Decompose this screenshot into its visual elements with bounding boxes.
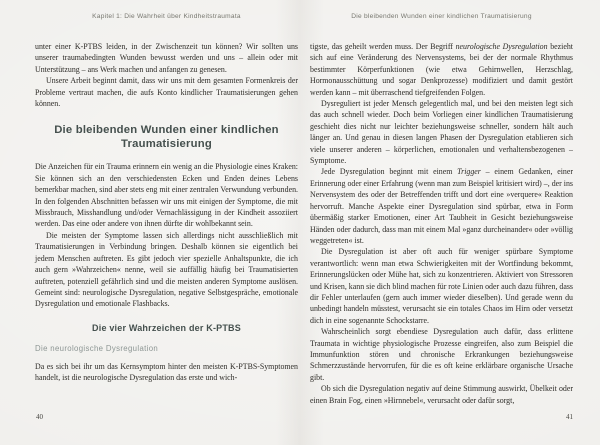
page-number-left: 40 <box>36 413 43 421</box>
page-number-right: 41 <box>566 413 573 421</box>
subsection-heading: Die vier Wahrzeichen der K-PTBS <box>92 322 241 333</box>
body-paragraph <box>310 326 573 383</box>
text-run: Dysreguliert ist jeder Mensch gelegentlich mal, und bei den meisten legt sich das auch schnell wieder. Doch beim Vorliegen einer kindlichen Traumatisierung geschieht dies nicht nur leichter beziehungsweise schneller, sondern hält auch länger an. Und genau in diesen langen Phasen der Dysregulation etablieren sich viele unserer anderen – körperlichen, emotionalen und verhaltensbezogenen – Symptome. <box>310 99 573 166</box>
body-paragraph <box>35 161 298 229</box>
body-paragraph <box>310 98 573 166</box>
running-head-left: Kapitel 1: Die Wahrheit über Kindheitstraumata <box>92 13 241 20</box>
body-paragraph <box>35 230 298 310</box>
body-paragraph <box>35 75 298 109</box>
text-run: unter einer K-PTBS leiden, in der Zwischenzeit tun können? Wir sollten uns unserer traumabedingten Wunden bewusst werden und uns – allein oder mit Unterstützung – ans Werk machen und anfangen zu genesen. <box>35 42 298 74</box>
body-paragraph <box>310 383 573 406</box>
right-page <box>300 0 600 445</box>
text-run: Wahrscheinlich sorgt ebendiese Dysregulation auch dafür, dass erlittene Traumata in wichtige physiologische Prozesse eingreifen, also zum Beispiel die Immunfunktion stören und chronische Erkrankungen beziehungsweise Schmerzzustände hervorrufen, für die es oft keine erklärbare organische Ursache gibt. <box>310 327 573 382</box>
text-run: Da es sich bei ihr um das Kernsymptom hinter den meisten K-PTBS-Symptomen handelt, ist die neurologische Dysregulation das erste und wich- <box>35 361 298 383</box>
text-run: – einem Gedanken, einer Erinnerung oder einer Erfahrung (wenn man zum Beispiel kritisiert wird) –, der ins Nervensystem des oder der Betreffenden trifft und dort eine »verquere« Reaktion hervorruft. Manche Aspekte einer Dysregulation sind spürbar, etwa in Form übermäßig starker Emotionen, einer Art Taubheit in Gesicht beziehungsweise Händen oder dadurch, dass man mit einem Mal »ganz durcheinander« oder »völlig weggetreten« ist. <box>310 167 573 245</box>
running-head-right: Die bleibenden Wunden einer kindlichen Traumatisierung <box>351 13 532 20</box>
body-paragraph <box>35 361 298 384</box>
text-run: Ob sich die Dysregulation negativ auf deine Stimmung auswirkt, Übelkeit oder einen Brain Fog, einen »Hirnnebel«, verursacht oder dafür sorgt, <box>310 384 573 405</box>
body-paragraph <box>310 41 573 98</box>
text-run: Die Anzeichen für ein Trauma erinnern ein wenig an die Physiologie eines Kraken: Sie können sich an den verschiedensten Ecken und Enden deines Lebens bemerkbar machen, sind aber stets eng mit einer zentralen Verwundung verbunden. In den folgenden Abschnitten befassen wir uns mit einigen der Symptome, die mit Missbrauch, Misshandlung und/oder Vernachlässigung in der Kindheit assoziiert werden. Das eine oder andere von ihnen dürfte dir wohlbekannt sein. <box>35 162 298 229</box>
section-heading: Die bleibenden Wunden einer kindlichen Traumatisierung <box>54 124 279 151</box>
body-paragraph <box>310 166 573 246</box>
text-run: Unsere Arbeit beginnt damit, dass wir uns mit dem gesamten Formenkreis der Probleme vertraut machen, die aufs Konto kindlicher Traumatisierungen gehen können. <box>35 76 298 109</box>
body-paragraph <box>310 246 573 326</box>
text-run: Die Dysregulation ist aber oft auch für weniger spürbare Symptome verantwortlich: wenn man etwa Schwierigkeiten mit der Wortfindung bekommt, Erinnerungslücken oder Mühe hat, sich zu konzentrieren. Aktiviert von Stressoren und Krisen, kann sie dich blind machen für rote Linien oder auch dazu führen, dass dir Fehler unterlaufen (gern auch immer wieder dieselben). Und gerade wenn du unbedingt handeln müsstest, verursacht sie ein totales Chaos im Hirn oder versetzt dich in eine sogenannte Schockstarre. <box>310 247 573 325</box>
text-run: Die meisten der Symptome lassen sich allerdings nicht ausschließlich mit Traumatisierungen in Verbindung bringen. Deshalb können sie eigentlich bei jedem Menschen auftreten. Es gibt jedoch vier spezielle Anhaltspunkte, die ich auch gern »Wahrzeichen« nenne, weil sie auffällig häufig bei Traumatisierten auftreten, potenziell gefährlich sind und die meisten anderen Symptome auslösen. Gemeint sind: neurologische Dysregulation, negative Selbstgespräche, emotionale Dysregulation und emotionale Flashbacks. <box>35 230 298 309</box>
page-body-left <box>35 41 298 384</box>
page-body-right <box>310 41 573 406</box>
text-run: tigste, das geheilt werden muss. Der Begriff <box>310 42 456 51</box>
paragraph-subheading: Die neurologische Dysregulation <box>35 343 159 353</box>
text-run: Jede Dysregulation beginnt mit einem <box>321 167 458 177</box>
italic-term: Trigger <box>457 167 481 177</box>
body-paragraph <box>35 41 298 75</box>
italic-term: neurologische Dysregulation <box>455 42 548 51</box>
text-run: bezieht sich auf eine Veränderung des Nervensystems, bei der der normale Rhythmus bestimmter Körperfunktionen (wie etwa Gehirnwellen, Herzschlag, Hormonausschüttung und sogar Denkprozesse) modifiziert und damit gestört werden kann – mit überraschend tiefgreifenden Folgen. <box>310 42 573 97</box>
